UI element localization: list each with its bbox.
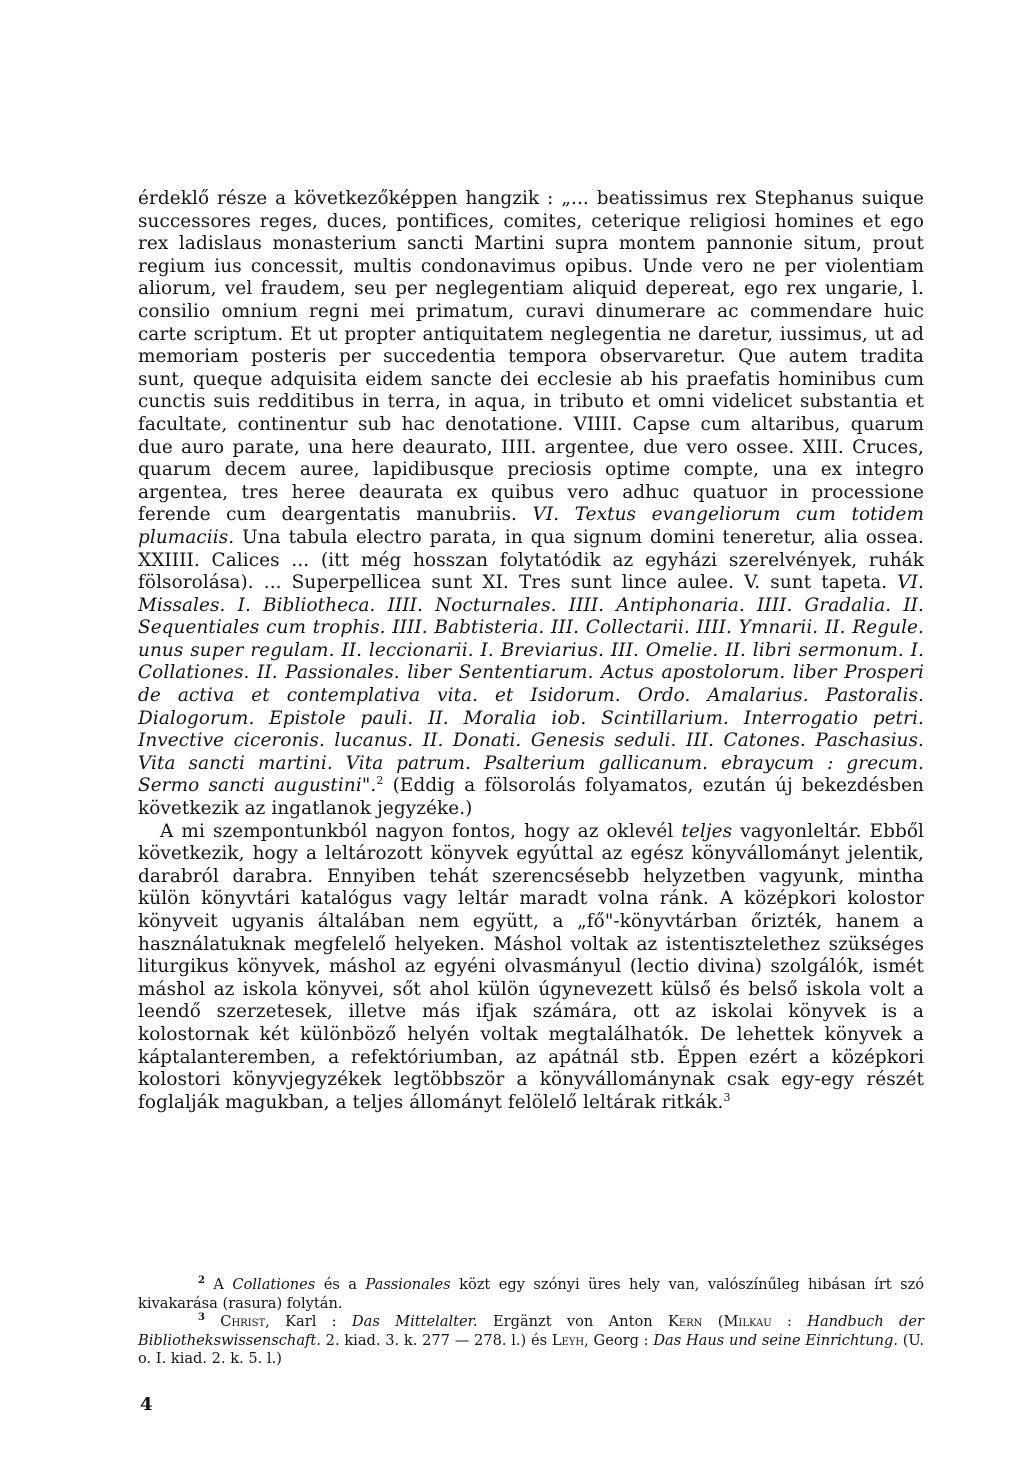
charter-text-italic-1: VI. Textus evangeliorum cum totidem plumaciis. xyxy=(138,504,924,548)
footnote-3-author-milkau: Milkau xyxy=(723,1313,772,1331)
analysis-text-end: vagyonleltár. Ebből következik, hogy a leltározott könyvek egyúttal az egész könyvállományt jelentik, darabról darabra. Ennyiben tehát szerencsésebb helyzetben vagyunk, mintha külön könyvtári katalógus vagy leltár maradt volna ránk. A középkori kolostor könyveit ugyanis általában nem együtt, a „fő"-könyvtárban őrizték, hanem a használatuknak megfelelő helyeken. Máshol voltak az istentisztelethez szükséges liturgikus könyvek, máshol az egyéni olvasmányul (lectio divina) szolgálók, ismét máshol az iskola könyvei, sőt ahol külön úgynevezett külső és belső iskola volt a leendő szerzetesek, illetve más ifjak számára, ott az iskolai könyvek is a kolostornak két különböző helyén voltak megtalálhatók. De lehettek könyvek a káptalanteremben, a refektóriumban, az apátnál stb. Éppen ezért a középkori kolostori könyvjegyzékek legtöbbször a könyvállománynak csak egy-egy részét foglalják magukban, a teljes állományt felölelő leltárak ritkák. xyxy=(138,820,924,1113)
footnote-3-title-mittelalter: Das Mittelalter. xyxy=(351,1313,478,1331)
charter-text-mid: Una tabula electro parata, in qua signum domini teneretur, alia ossea. XXIIII. Calices ... (itt még hosszan folytatódik az egyházi szerelvények, ruhák fölsorolása). ... Superpellicea sunt XI. Tres sunt lince aulee. V. sunt tapeta. xyxy=(138,526,924,594)
footnote-3-author-christ: Christ xyxy=(220,1313,266,1331)
footnote-3-author-leyh: Leyh xyxy=(551,1331,585,1349)
footnote-2-text-a: A xyxy=(213,1276,224,1293)
footnote-3-paren-open: ( xyxy=(717,1313,724,1331)
charter-book-list: VI. Missales. I. Bibliotheca. IIII. Nocturnales. IIII. Antiphonaria. IIII. Gradalia. II. Sequentiales cum trophis. IIII. Babtisteria. III. Collectarii. IIII. Ymnarii. II. Regule. unus super regulam. II. leccionarii. I. Breviarius. III. Omelie. II. libri sermonum. I. Collationes. II. Passionales. liber Sententiarum. Actus apostolorum. liber Prosperi de activa et contemplativa vita. et Isidorum. Ordo. Amalarius. Pastoralis. Dialogorum. Epistole pauli. II. Moralia iob. Scintillarium. Interrogatio petri. Invective ciceronis. lucanus. II. Donati. Genesis seduli. III. Catones. Paschasius. Vita sancti martini. Vita patrum. Psalterium gallicanum. ebraycum : grecum. Sermo sancti augustini". xyxy=(138,572,924,797)
footnote-3-author-kern: Kern xyxy=(667,1313,703,1331)
paragraph-analysis xyxy=(138,821,924,1115)
footnote-3-colon: : xyxy=(787,1313,792,1331)
analysis-italic: teljes xyxy=(681,820,733,842)
footnote-2 xyxy=(138,1276,924,1313)
footnote-2-title-passionales: Passionales xyxy=(365,1276,451,1293)
charter-text-end: (Eddig a fölsorolás folyamatos, ezután új bekezdésben következik az ingatlanok jegyzéke.) xyxy=(138,775,924,820)
footnote-2-text-e: közt egy szónyi üres hely van, valószínűleg hibásan írt szó kivakarása (rasura) folytán. xyxy=(138,1276,925,1312)
footnote-ref-3[interactable]: 3 xyxy=(723,1090,731,1104)
footnote-3-text-n: (U. o. I. kiad. 2. k. 5. l.) xyxy=(138,1331,925,1368)
footnotes xyxy=(138,1276,924,1369)
footnote-2-number: 2 xyxy=(198,1275,205,1287)
footnote-3-text-d: Ergänzt von Anton xyxy=(492,1313,653,1331)
footnote-2-text-c: és a xyxy=(323,1276,357,1293)
footnote-ref-2[interactable]: 2 xyxy=(376,774,384,788)
paragraph-charter-quote xyxy=(138,188,924,821)
footnote-3-title-handbuch: Handbuch der Bibliothekswissenschaft. xyxy=(138,1313,924,1349)
footnote-3-title-haus: Das Haus und seine Einrichtung. xyxy=(653,1331,898,1349)
footnote-3-number: 3 xyxy=(198,1312,205,1324)
footnote-3-text-j: 2. kiad. 3. k. 277 — 278. l.) és xyxy=(325,1331,548,1349)
footnote-3-text-b: , Karl : xyxy=(265,1313,337,1331)
footnote-3 xyxy=(138,1313,924,1369)
charter-text-start: érdeklő része a következőképpen hangzik : „... beatissimus rex Stephanus suique successores reges, duces, pontifices, comites, ceterique religiosi homines et ego rex ladislaus monasterium sancti Martini supra montem pannonie situm, prout regium ius concessit, multis condonavimus opibus. Unde vero ne per violentiam aliorum, vel fraudem, seu per neglegentiam aliquid depereat, ego rex ungarie, l. consilio omnium regni mei primatum, curavi dinumerare ac commendare huic carte scriptum. Et ut propter antiquitatem neglegentia ne daretur, iussimus, ut ad memoriam posteris per succedentia tempora observaretur. Que autem tradita sunt, queque adquisita eidem sancte dei ecclesie ab his praefatis hominibus cum cunctis suis redditibus in terra, in aqua, in tributo et omni videlicet substantia et facultate, continentur sub hac denotatione. VIIII. Capse cum altaribus, quarum due auro parate, una here deaurato, IIII. argentee, due vero ossee. XIII. Cruces, quarum decem auree, lapidibusque preciosis optime compte, una ex integro argentea, tres heree deaurata ex quibus vero adhuc quatuor in processione ferende cum deargentatis manubriis. xyxy=(138,188,924,526)
analysis-text-start: A mi szempontunkból nagyon fontos, hogy az oklevél xyxy=(160,820,674,842)
page-number: 4 xyxy=(140,1394,153,1415)
footnote-2-title-collationes: Collationes xyxy=(232,1276,316,1293)
footnote-3-text-l: , Georg : xyxy=(584,1331,649,1349)
main-text xyxy=(138,188,924,1114)
